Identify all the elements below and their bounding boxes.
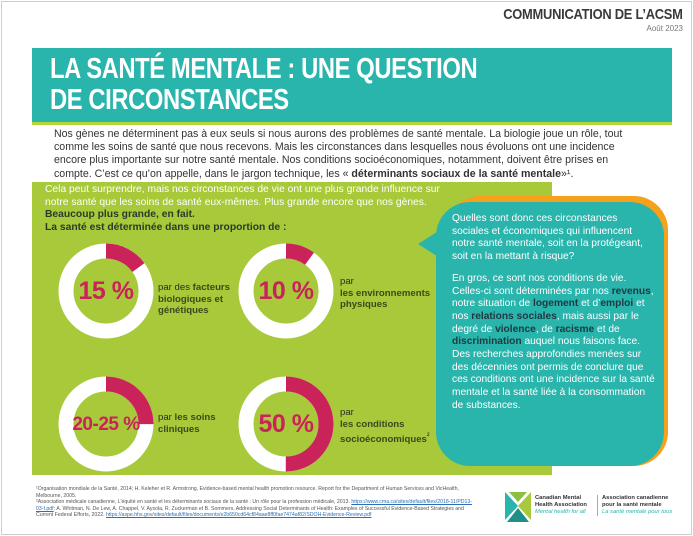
speech-bubble-text [452,213,656,422]
bubble-answer-text: , de [535,323,556,335]
stat-biological [58,243,154,339]
logo-en-tagline: Mental health for all [535,509,586,515]
bubble-answer [452,273,656,413]
bubble-answer-text: et nos [452,298,645,322]
org-title: COMMUNICATION DE L’ACSM [503,6,683,23]
stat-label-bold: les conditions socioéconomiques [340,418,427,446]
bubble-answer-text: auquel nous faisons face. Des recherches approfondies menées sur des décennies ont permis de conclure que ces conditions ont une incidence sur la santé mentale et la santé liée à la consommation de substances. [452,336,655,411]
bubble-answer-text: et de [594,323,620,335]
bubble-answer-text: , mais aussi par le degré de [452,310,639,335]
speech-bubble-tail [418,230,440,258]
cmha-logo-icon [505,492,531,522]
footnote-2-text-b: ; A. Whitman, N. De Lew, A. Chappel, V. Aysola, R. Zuckerman et B. Sommers, Addressing Social Determinants of Health: Examples of Successful Evidence-Based Strategies and Current Federal Efforts, 2022. [36,505,464,519]
bubble-answer-keyword: relations sociales [471,310,557,322]
green-panel-text [45,184,450,234]
stat-socioeconomic [238,376,334,472]
stat-label-prefix: par [340,276,354,287]
logo-fr-line2: pour la santé mentale [602,502,662,508]
footnote-1: ¹Organisation mondiale de la Santé, 2014; H. Keleher et R. Armstrong, Evidence-based mental health promotion resource. Report for the Department of Human Services and VicHealth, Melbourne, 2005. [36,486,459,499]
green-proportion: La santé est déterminée dans une proportion de : [45,221,287,233]
green-lead: Cela peut surprendre, mais nos circonstances de vie ont une plus grande influence sur notre santé que les soins de santé eux-mêmes. Plus grande encore que nos gènes. [45,184,440,208]
stat-label-clinical-care [158,412,230,435]
bubble-answer-text: En gros, ce sont nos conditions de vie. Celles-ci sont déterminées par nos [452,272,627,297]
bubble-answer-keyword: racisme [555,323,595,335]
bubble-answer-keyword: violence [495,323,536,335]
stat-label-bold: facteurs biologiques et génétiques [158,282,230,317]
stat-label-physical-environment [340,276,432,311]
header [474,6,683,33]
stat-label-prefix: par des [158,282,190,293]
bubble-answer-text: , notre situation de [452,285,654,310]
logo-en-line2: Health Association [535,502,587,508]
footnote-link-aspe[interactable]: https://aspe.hhs.gov/sites/default/files/documents/e2b650cd64cf84aae8ff0fae7474af82/SDOH-Evidence-Review.pdf [105,512,372,519]
intro-text: Nos gènes ne déterminent pas à eux seuls si nous aurons des problèmes de santé mentale. La biologie joue un rôle, tout comme les soins de santé que nous recevons. Mais les circonstances dans lesquelles nous évoluons ont une incidence encore plus importante sur notre santé mentale. Nos conditions socioéconomiques, notamment, doivent être prises en compte. C’est ce qu’on appelle, dans le jargon technique, les « [54,128,623,180]
bubble-answer-keyword: emploi [600,298,634,310]
footnote-2-text: ²Association médicale canadienne, L'équité en santé et les déterminants sociaux de la santé : Un rôle pour la profession médicale, 2013. [36,499,350,506]
stat-label-prefix: par [340,407,354,418]
publication-date: Août 2023 [646,24,683,33]
green-lead-bold: Beaucoup plus grande, en fait. [45,209,195,220]
intro-bold-term: déterminants sociaux de la santé mentale [351,167,562,180]
stat-clinical-care [58,376,154,472]
intro-tail: »¹. [561,167,574,180]
stat-label-bold: les environnements physiques [340,287,431,311]
bubble-answer-keyword: revenus [611,285,651,297]
stat-value: 20-25 % [72,414,140,435]
bubble-answer-keyword: discrimination [452,336,522,348]
bubble-answer-keyword: logement [533,298,579,310]
page-title [50,54,673,116]
stat-label-bold: les soins cliniques [158,412,216,435]
stat-label-socioeconomic [340,407,436,446]
stat-label-suffix: ² [426,431,430,441]
banner-accent-stripe [32,122,672,125]
logo-french [597,495,672,516]
stat-physical-environment [238,243,334,339]
stat-value: 10 % [258,277,314,305]
stat-value: 15 % [78,277,134,305]
footnote-2 [36,499,476,519]
logo-en-line1: Canadian Mental [535,495,582,501]
footnote-link-cma[interactable]: https://www.cma.ca/sites/default/files/2018-11/PD13-03-f.pdf [36,499,473,512]
cmha-logo [505,492,685,528]
bubble-answer-text: et d’ [578,298,601,310]
footnotes [36,486,476,519]
logo-fr-tagline: La santé mentale pour tous [602,509,673,515]
title-line-1: LA SANTÉ MENTALE : UNE QUESTION [50,53,478,85]
logo-english [535,495,587,516]
stat-value: 50 % [258,410,314,438]
title-banner [32,48,672,122]
title-line-2: DE CIRCONSTANCES [50,84,289,116]
stat-label-biological [158,282,230,317]
bubble-question: Quelles sont donc ces circonstances sociales et économiques qui influencent notre santé mentale, soit en la protégeant, soit en la mettant à risque? [452,213,643,263]
intro-paragraph [54,128,644,181]
stat-label-prefix: par [158,412,172,423]
logo-fr-line1: Association canadienne [602,495,669,501]
